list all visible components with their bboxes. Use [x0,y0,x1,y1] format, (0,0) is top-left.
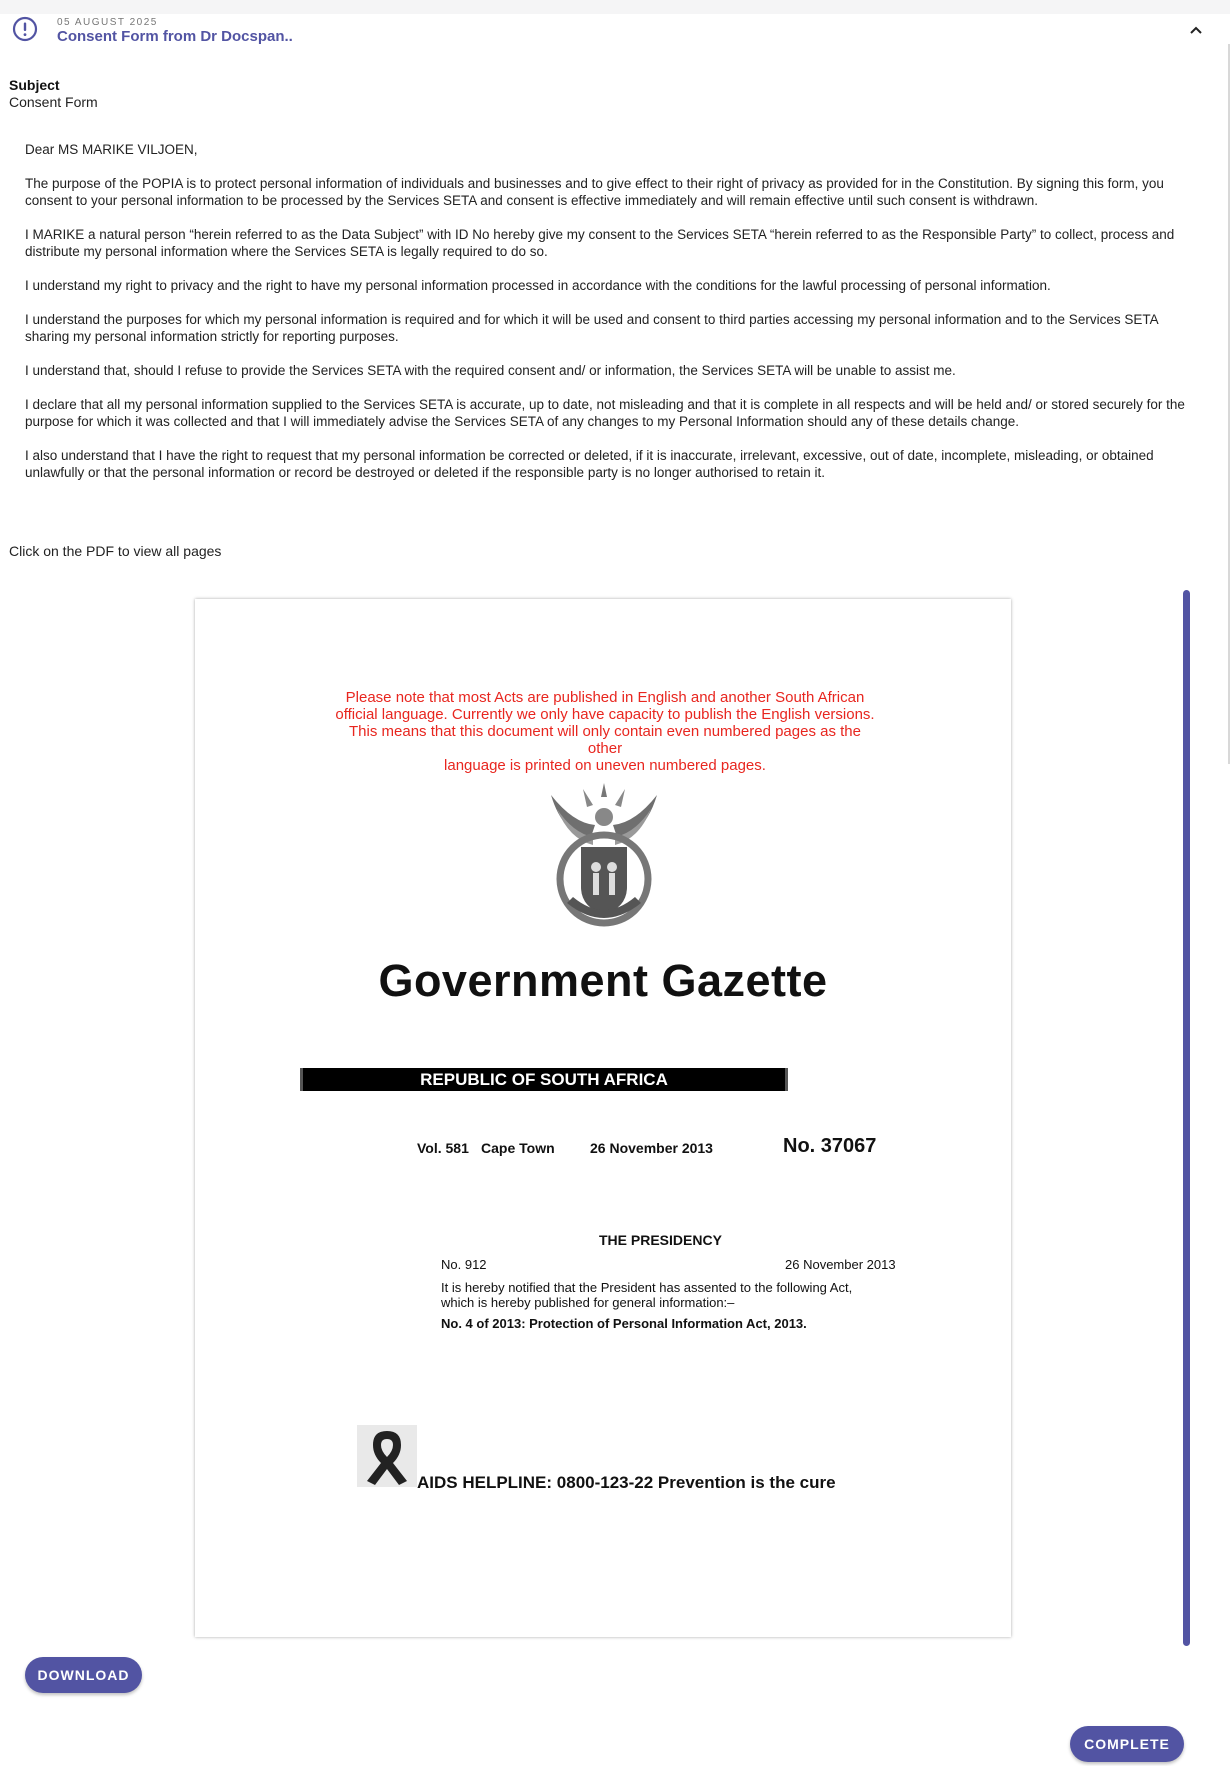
act-title: No. 4 of 2013: Protection of Personal Information Act, 2013. [441,1316,807,1331]
download-button[interactable]: DOWNLOAD [25,1657,142,1693]
consent-letter [25,141,1195,498]
subject-value: Consent Form [9,94,98,110]
notice-line: Please note that most Acts are published in English and another South African [345,689,865,706]
gazette-title: Government Gazette [378,955,828,1006]
message-title: Consent Form from Dr Docspan.. [57,28,293,45]
pdf-preview[interactable] [195,599,1011,1637]
ribbon-icon [357,1425,417,1487]
alert-circle-icon [12,16,38,42]
gazette-date: 26 November 2013 [590,1140,713,1156]
gazette-number: No. 37067 [783,1135,877,1157]
letter-paragraph: I also understand that I have the right to request that my personal information be corrected or deleted, if it is inaccurate, irrelevant, excessive, out of date, incomplete, misleading, or obtained unlawfully or that the personal information or record be destroyed or deleted if the responsible party is no longer authorised to retain it. [25,448,1154,480]
pdf-scrollbar[interactable] [1183,590,1190,1646]
notice-number: No. 912 [441,1257,487,1272]
letter-paragraph: I understand the purposes for which my personal information is required and for which it will be used and consent to third parties accessing my personal information and to the Services SETA sharing my personal information strictly for reporting purposes. [25,312,1158,344]
volume: Vol. 581 [417,1140,469,1156]
letter-paragraph: I declare that all my personal information supplied to the Services SETA is accurate, up to date, not misleading and that it is complete in all respects and will be held and/ or stored securely for the purpose for which it was collected and that I will immediately advise the Services SETA of any changes to my Personal Information should any of these details change. [25,397,1185,429]
aids-helpline: AIDS HELPLINE: 0800-123-22 Prevention is the cure [417,1473,836,1492]
letter-paragraph: The purpose of the POPIA is to protect personal information of individuals and businesses and to give effect to their right of privacy as provided for in the Constitution. By signing this form, you consent to your personal information to be processed by the Services SETA and consent is effective immediately and will remain effective until such consent is withdrawn. [25,176,1164,208]
language-notice [335,689,875,774]
letter-greeting: Dear MS MARIKE VILJOEN, [25,142,198,157]
message-header[interactable] [0,14,1230,58]
letter-paragraph: I understand my right to privacy and the right to have my personal information processed in accordance with the conditions for the lawful processing of personal information. [25,278,1051,293]
coat-of-arms-icon [543,775,665,931]
notice-date: 26 November 2013 [785,1257,896,1272]
notified-line: It is hereby notified that the President has assented to the following Act, [441,1280,853,1295]
presidency-heading: THE PRESIDENCY [599,1232,722,1248]
message-date: 05 AUGUST 2025 [57,17,158,28]
complete-button[interactable]: COMPLETE [1070,1726,1184,1762]
country-banner: REPUBLIC OF SOUTH AFRICA [300,1068,788,1091]
notice-line: official language. Currently we only have capacity to publish the English versions. [335,706,875,723]
subject-label: Subject [9,77,60,93]
notified-line: which is hereby published for general information:– [441,1295,735,1310]
notice-line: language is printed on uneven numbered pages. [444,757,766,774]
notice-line: This means that this document will only contain even numbered pages as the other [349,723,861,757]
place: Cape Town [481,1140,555,1156]
pdf-hint: Click on the PDF to view all pages [9,543,222,559]
notified-text [441,1280,852,1310]
chevron-up-icon[interactable] [1186,20,1206,40]
letter-paragraph: I understand that, should I refuse to provide the Services SETA with the required consent and/ or information, the Services SETA will be unable to assist me. [25,363,956,378]
letter-paragraph: I MARIKE a natural person “herein referred to as the Data Subject” with ID No hereby give my consent to the Services SETA “herein referred to as the Responsible Party” to collect, process and distribute my personal information where the Services SETA is legally required to do so. [25,227,1175,259]
top-strip [0,0,1230,14]
